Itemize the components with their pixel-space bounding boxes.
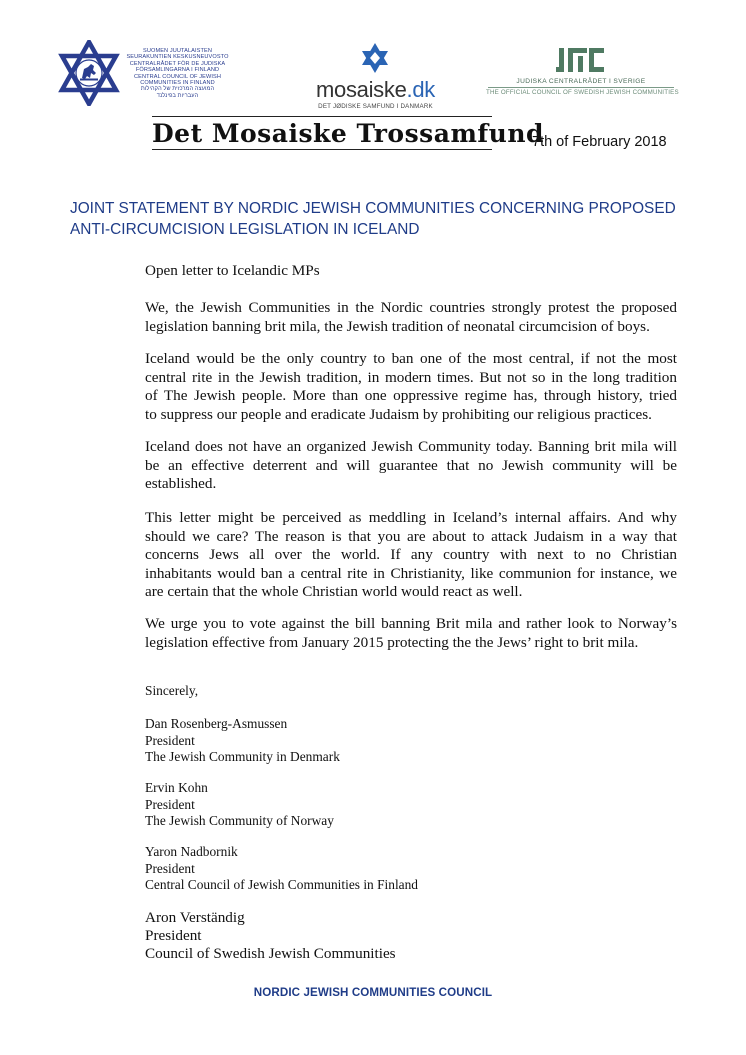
- swedish-council-name-sv: JUDISKA CENTRALRÅDET I SVERIGE: [516, 78, 646, 85]
- signatory-org: Council of Swedish Jewish Communities: [145, 945, 396, 962]
- text-line: Iceland does not have an organized Jewish Community today. Banning brit mila will: [145, 438, 677, 455]
- signatory-org: Central Council of Jewish Communities in Finland: [145, 877, 419, 892]
- signatory-org: The Jewish Community in Denmark: [145, 749, 340, 764]
- statement-heading: [70, 198, 690, 240]
- signatory-name: Yaron Nadbornik: [145, 844, 238, 859]
- letter-date: 7th of February 2018: [532, 134, 667, 150]
- text-line: We urge you to vote against the bill banning Brit mila and rather look to Norway’s: [145, 615, 677, 632]
- signatory-name: Aron Verständig: [145, 909, 245, 926]
- paragraph-central-rite: [145, 350, 677, 424]
- text-line: This letter might be perceived as meddling in Iceland’s internal affairs. And why: [145, 509, 677, 526]
- text-line: of The Jewish people. More than one oppressive regime has, through history, tried: [145, 387, 677, 405]
- masthead-title: Det Mosaiske Trossamfund: [152, 119, 544, 148]
- signatory-title: President: [145, 796, 195, 812]
- signatory-title: President: [145, 860, 195, 876]
- text-line: be an effective deterrent and will guarantee that no Jewish community will be: [145, 456, 677, 474]
- signatory-name: Ervin Kohn: [145, 780, 208, 795]
- signatory-title: President: [145, 732, 195, 748]
- masthead-rule-top: [152, 116, 492, 117]
- heading-line: JOINT STATEMENT BY NORDIC JEWISH COMMUNITIES CONCERNING PROPOSED: [70, 200, 676, 217]
- signatory-finland: [145, 844, 418, 894]
- text-line: concerns Jews all over the world. If any country with next to no Christian: [145, 546, 677, 564]
- signatory-norway: [145, 780, 334, 830]
- masthead: [152, 116, 544, 154]
- heading-line: ANTI-CIRCUMCISION LEGISLATION IN ICELAND: [70, 221, 420, 238]
- logo-mosaiske-dk: [313, 42, 438, 110]
- salutation: Open letter to Icelandic MPs: [145, 262, 320, 279]
- swedish-council-name-en: THE OFFICIAL COUNCIL OF SWEDISH JEWISH COMMUNITIES: [486, 89, 679, 96]
- masthead-rule-bottom: [152, 149, 492, 150]
- mosaiske-subtitle: DET JØDISKE SAMFUND I DANMARK: [318, 103, 433, 110]
- jc-monogram-icon: [556, 46, 606, 74]
- signatory-sweden: [145, 909, 396, 963]
- text-line: to suppress our people and eradicate Judaism by prohibiting our religious practices.: [145, 405, 652, 423]
- text-line: should we care? The reason is that you are about to attack Judaism in a way that: [145, 527, 677, 545]
- text-line: inhabitants would ban a central rite in Christianity, like communion for instance, we: [145, 564, 677, 582]
- paragraph-urge: [145, 615, 677, 652]
- paragraph-protest: [145, 299, 677, 336]
- text-line: legislation effective from January 2015 protecting the the Jews’ right to brit mila.: [145, 633, 639, 651]
- star-of-david-icon: [360, 42, 390, 74]
- signatory-denmark: [145, 716, 340, 766]
- signatory-org: The Jewish Community of Norway: [145, 813, 334, 828]
- logo-swedish-council: [486, 46, 679, 106]
- paragraph-meddling: [145, 509, 677, 602]
- closing: Sincerely,: [145, 683, 199, 698]
- text-line: legislation banning brit mila, the Jewish tradition of neonatal circumcision of boys.: [145, 317, 650, 335]
- text-line: We, the Jewish Communities in the Nordic countries strongly protest the proposed: [145, 299, 677, 316]
- paragraph-iceland-community: [145, 438, 677, 494]
- star-of-david-lion-icon: [58, 40, 120, 106]
- divider: [488, 87, 674, 88]
- text-line: Iceland would be the only country to ban one of the most central, if not the most: [145, 350, 677, 367]
- finland-council-text: SUOMEN JUUTALAISTEN SEURAKUNTIEN KESKUSNEUVOSTO CENTRALRÅDET FÖR DE JUDISKA FÖRSAMLINGARNA I FINLAND CENTRAL COUNCIL OF JEWISH COMMUNITIES IN FINLAND המועצה המרכזית של הקהילות העבריות בפינלנד: [126, 48, 229, 99]
- text-line: central rite in the Jewish tradition, in modern times. But not so in the long tradition: [145, 368, 677, 386]
- text-line: are certain that the whole Christian world would react as well.: [145, 583, 523, 601]
- mosaiske-wordmark: mosaiske.dk: [316, 77, 435, 102]
- footer-council-name: NORDIC JEWISH COMMUNITIES COUNCIL: [253, 986, 493, 999]
- logo-finland-council: [58, 40, 233, 108]
- text-line: established.: [145, 475, 217, 493]
- signatory-name: Dan Rosenberg-Asmussen: [145, 716, 288, 731]
- signatory-title: President: [145, 927, 202, 944]
